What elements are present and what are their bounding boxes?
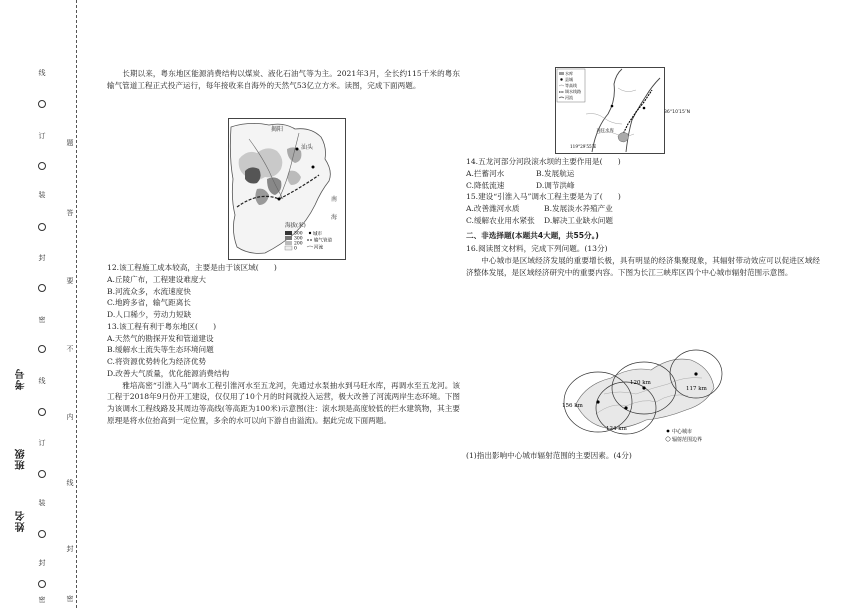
- range-label-117: 117 km: [686, 386, 707, 392]
- left-questions: [107, 262, 460, 427]
- water-diversion-map: [555, 67, 665, 154]
- radiation-range-map: [556, 344, 726, 444]
- guangdong-pipeline-map: [228, 118, 346, 260]
- margin-circle: [38, 470, 46, 478]
- q15-option-d[interactable]: D.解决工业缺水问题: [544, 215, 613, 225]
- margin-char: 装: [38, 191, 46, 199]
- margin-circle: [38, 100, 46, 108]
- map2-place-mawang: 马旺水库: [596, 129, 614, 134]
- margin-char: 答: [66, 209, 74, 217]
- margin-circle: [38, 408, 46, 416]
- q14-stem: 14.五龙河部分河段滚水坝的主要作用是( ): [466, 157, 621, 166]
- q15-option-b[interactable]: B.发展淡水养殖产业: [544, 204, 613, 214]
- margin-char: 密: [38, 316, 46, 324]
- map1-place-sea: 海: [331, 214, 338, 221]
- range-label-156: 156 km: [562, 403, 583, 409]
- exam-number-label: 考号: [16, 368, 27, 390]
- q14-options-row1: [466, 168, 820, 180]
- q15-option-c[interactable]: C.缓解农业用水紧张: [466, 215, 535, 225]
- q15-stem: 15.建设“引淮入马”调水工程主要是为了( ): [466, 192, 621, 202]
- map1-legend-200: 200: [294, 241, 303, 247]
- q16-stem: 16.阅读图文材料，完成下列问题。(13分): [466, 244, 608, 254]
- map2-legend-contour: 等高线: [565, 83, 577, 88]
- map1-legend-0: 0: [294, 246, 297, 252]
- margin-char: 线: [38, 69, 46, 77]
- q15-options-row2: [466, 215, 820, 227]
- map1-legend-500: 500: [294, 231, 303, 237]
- margin-char: 订: [38, 439, 46, 447]
- map1-legend-river: 河流: [314, 245, 323, 251]
- margin-char: 不: [66, 345, 74, 353]
- q16-passage: 中心城市是区域经济发展的重要增长极，具有明显的经济集聚现象，其辐射带动效应可以促进区域经济整体发展，是区域经济研究中的重要内容。下图为长江三峡库区四个中心城市辐射范围示意图。: [466, 256, 820, 277]
- q13-stem: 13.该工程有利于粤东地区( ): [107, 321, 217, 331]
- margin-char: 线: [38, 377, 46, 385]
- margin-char: 题: [66, 139, 74, 147]
- map3-legend-center-city: 中心城市: [672, 429, 693, 435]
- margin-circle: [38, 223, 46, 231]
- map1-legend-300: 300: [294, 236, 303, 242]
- water-diversion-passage: 雅培高密“引淮入马”调水工程引淮河水至五龙河，先通过水泵抽水到马旺水库，再调水至五龙河。该工程于2018年9月份开工建设，仅仅用了10个月的时间就投入运营，极大改善了河流两岸生态环境。下图为该调水工程线路及其周边等高线(等高距为100米)示意图(注：滚水坝是高度较低的拦水建筑物，其主要原理是将水位抬高到一定位置，多余的水可以向下游自由溢流)。据此完成下面两题。: [107, 380, 460, 425]
- intro-paragraph: 长期以来，粤东地区能源消费结构以煤炭、液化石油气等为主。2021年3月，全长约115千米的粤东输气管道工程正式投产运行，每年接收来自海外的天然气53亿立方米。读图，完成下面两题。: [107, 69, 460, 90]
- q14-option-b[interactable]: B.发展航运: [536, 168, 575, 178]
- map2-coord-lat: 36°10′15″N: [664, 110, 691, 115]
- name-label: 姓名: [16, 510, 27, 532]
- binding-margin: [0, 0, 80, 608]
- map1-place-jieyang: 揭阳: [271, 126, 284, 133]
- map3-legend-boundary: 辐射范围边界: [672, 437, 703, 443]
- map1-place-shantou: 汕头: [301, 144, 314, 151]
- q12-stem: 12.该工程施工成本较高，主要是由于该区域( ): [107, 263, 277, 272]
- margin-char: 订: [38, 132, 46, 140]
- map1-legend-city: 城市: [313, 232, 322, 237]
- map1-svg: [229, 119, 345, 259]
- q14-options-row2: [466, 180, 820, 192]
- map2-legend-route: 调水线路: [565, 89, 581, 94]
- q12-option-d[interactable]: D.人口稀少，劳动力短缺: [107, 310, 192, 320]
- map2-svg: [556, 68, 664, 153]
- q15-options-row1: [466, 203, 820, 215]
- margin-char: 密: [38, 596, 46, 604]
- margin-circle: [38, 284, 46, 292]
- margin-char: 内: [66, 413, 74, 421]
- q12-option-c[interactable]: C.地跨多省，输气距离长: [107, 298, 191, 308]
- seal-dashed-line: [76, 0, 77, 608]
- map2-legend-reservoir: 水库: [565, 71, 573, 76]
- q14-option-a[interactable]: A.拦蓄河水: [466, 168, 505, 178]
- margin-char: 线: [66, 479, 74, 487]
- margin-char: 要: [66, 277, 74, 285]
- right-questions: [466, 156, 820, 279]
- margin-char: 封: [66, 545, 74, 553]
- q12-option-a[interactable]: A.丘陵广布，工程建设难度大: [107, 274, 207, 284]
- map1-place-south: 南: [331, 196, 338, 203]
- map2-legend-river: 河流: [565, 95, 573, 100]
- map2-legend-county: 县城: [565, 77, 573, 82]
- q13-option-d[interactable]: D.改善大气质量，优化能源消费结构: [107, 368, 230, 378]
- q14-option-c[interactable]: C.降低流速: [466, 180, 505, 190]
- q13-option-c[interactable]: C.将资源优势转化为经济优势: [107, 357, 207, 367]
- margin-circle: [38, 580, 46, 588]
- map1-legend-title: 海拔(米): [285, 223, 306, 229]
- left-column: [107, 68, 460, 92]
- q13-option-a[interactable]: A.天然气的勘探开发和管道建设: [107, 333, 214, 343]
- margin-char: 密: [66, 595, 74, 603]
- q16-subquestion: [466, 450, 820, 462]
- margin-circle: [38, 345, 46, 353]
- q14-option-d[interactable]: D.调节洪峰: [536, 180, 575, 190]
- margin-char: 封: [38, 559, 46, 567]
- q16-sub1: (1)指出影响中心城市辐射范围的主要因素。(4分): [466, 451, 632, 460]
- range-label-120: 120 km: [630, 380, 651, 386]
- q12-option-b[interactable]: B.河流众多，水流速度快: [107, 286, 191, 296]
- margin-char: 封: [38, 254, 46, 262]
- section-nonchoice-heading: 二、非选择题(本题共4大题，共55分。): [466, 230, 599, 240]
- margin-char: 装: [38, 499, 46, 507]
- margin-circle: [38, 530, 46, 538]
- class-label: 班级: [16, 448, 27, 470]
- q13-option-b[interactable]: B.缓解水土流失等生态环境问题: [107, 345, 214, 355]
- map1-legend-pipeline: 输气管道: [314, 238, 332, 244]
- margin-circle: [38, 162, 46, 170]
- map3-svg: [556, 344, 726, 444]
- range-label-124: 124 km: [606, 426, 627, 432]
- q15-option-a[interactable]: A.改善潍河水质: [466, 204, 520, 214]
- map2-coord-lon: 119°29′55″E: [570, 144, 597, 149]
